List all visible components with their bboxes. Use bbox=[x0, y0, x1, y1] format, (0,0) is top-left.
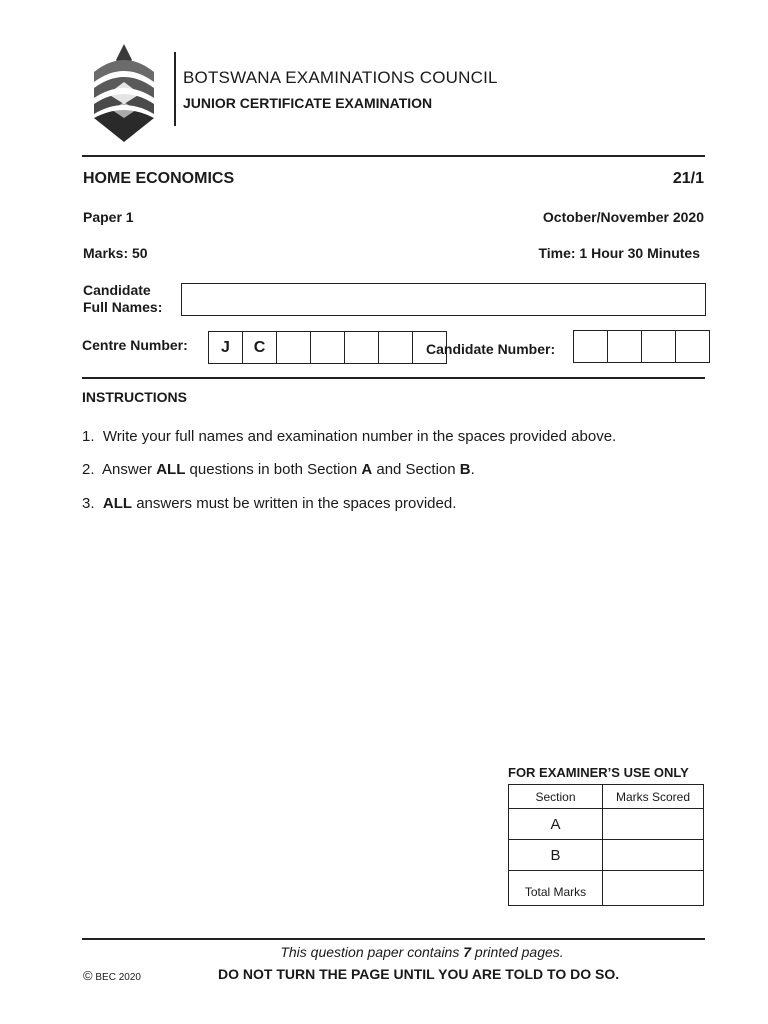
page-count-text: This question paper contains bbox=[280, 944, 464, 960]
candidate-number-cell[interactable] bbox=[574, 331, 608, 362]
candidate-number-cell[interactable] bbox=[608, 331, 642, 362]
footer-rule bbox=[82, 938, 705, 940]
top-rule bbox=[82, 155, 705, 157]
candidate-number-label: Candidate Number: bbox=[426, 341, 556, 357]
instruction-number: 1. bbox=[82, 428, 95, 445]
subject-title: HOME ECONOMICS bbox=[83, 170, 235, 187]
instruction-item bbox=[82, 428, 616, 445]
instruction-text: Answer bbox=[102, 461, 157, 478]
examination-name: JUNIOR CERTIFICATE EXAMINATION bbox=[183, 95, 433, 111]
centre-number-cell[interactable] bbox=[379, 332, 413, 363]
section-b-cell: B bbox=[509, 840, 603, 871]
centre-number-boxes bbox=[208, 331, 447, 364]
instruction-text: answers must be written in the spaces provided. bbox=[132, 495, 457, 512]
total-marks-cell: Total Marks bbox=[509, 871, 603, 906]
examiner-marks-table bbox=[508, 784, 704, 906]
instructions-title: INSTRUCTIONS bbox=[82, 389, 187, 405]
instruction-item bbox=[82, 461, 475, 478]
examiner-use-title: FOR EXAMINER’S USE ONLY bbox=[508, 765, 689, 780]
instruction-text: . bbox=[470, 461, 475, 478]
marks-label: Marks: 50 bbox=[83, 245, 148, 261]
centre-number-cell[interactable] bbox=[345, 332, 379, 363]
header-divider bbox=[174, 52, 176, 126]
instruction-item bbox=[82, 495, 456, 512]
paper-code: 21/1 bbox=[672, 170, 704, 187]
bec-logo-icon bbox=[90, 44, 158, 142]
candidate-number-boxes bbox=[573, 330, 710, 363]
instruction-emphasis: A bbox=[361, 461, 373, 478]
column-header-marks: Marks Scored bbox=[603, 785, 704, 809]
copyright-text: BEC 2020 bbox=[95, 972, 141, 983]
instruction-text: questions in both Section bbox=[185, 461, 362, 478]
full-names-label-line1: Candidate bbox=[83, 282, 151, 298]
candidate-number-cell[interactable] bbox=[642, 331, 676, 362]
full-names-label-line2: Full Names: bbox=[83, 299, 163, 315]
section-rule bbox=[82, 377, 705, 379]
page-count-note bbox=[0, 944, 768, 960]
section-a-cell: A bbox=[509, 809, 603, 840]
instruction-emphasis: ALL bbox=[102, 495, 133, 512]
total-marks-value[interactable] bbox=[603, 871, 704, 906]
time-allowed: Time: 1 Hour 30 Minutes bbox=[538, 245, 700, 261]
centre-number-cell[interactable] bbox=[277, 332, 311, 363]
instruction-number: 2. bbox=[82, 461, 95, 478]
centre-number-cell[interactable] bbox=[311, 332, 345, 363]
section-a-marks[interactable] bbox=[603, 809, 704, 840]
copyright bbox=[83, 968, 141, 983]
instruction-text: Write your full names and examination number in the spaces provided above. bbox=[102, 428, 617, 445]
instruction-emphasis: ALL bbox=[156, 461, 186, 478]
organization-name: BOTSWANA EXAMINATIONS COUNCIL bbox=[183, 68, 498, 87]
page-count-number: 7 bbox=[463, 944, 472, 960]
centre-number-cell: C bbox=[243, 332, 277, 363]
do-not-turn-warning: DO NOT TURN THE PAGE UNTIL YOU ARE TOLD TO DO SO. bbox=[218, 966, 620, 982]
instruction-number: 3. bbox=[82, 495, 95, 512]
instruction-emphasis: B bbox=[459, 461, 471, 478]
instruction-text: and Section bbox=[372, 461, 460, 478]
section-b-marks[interactable] bbox=[603, 840, 704, 871]
copyright-icon: © bbox=[83, 968, 93, 983]
full-names-field[interactable] bbox=[181, 283, 706, 316]
page-count-text: printed pages. bbox=[471, 944, 564, 960]
candidate-number-cell[interactable] bbox=[676, 331, 709, 362]
column-header-section: Section bbox=[509, 785, 603, 809]
centre-number-cell: J bbox=[209, 332, 243, 363]
paper-label: Paper 1 bbox=[83, 209, 134, 225]
centre-number-label: Centre Number: bbox=[82, 337, 188, 353]
exam-session: October/November 2020 bbox=[542, 209, 704, 225]
